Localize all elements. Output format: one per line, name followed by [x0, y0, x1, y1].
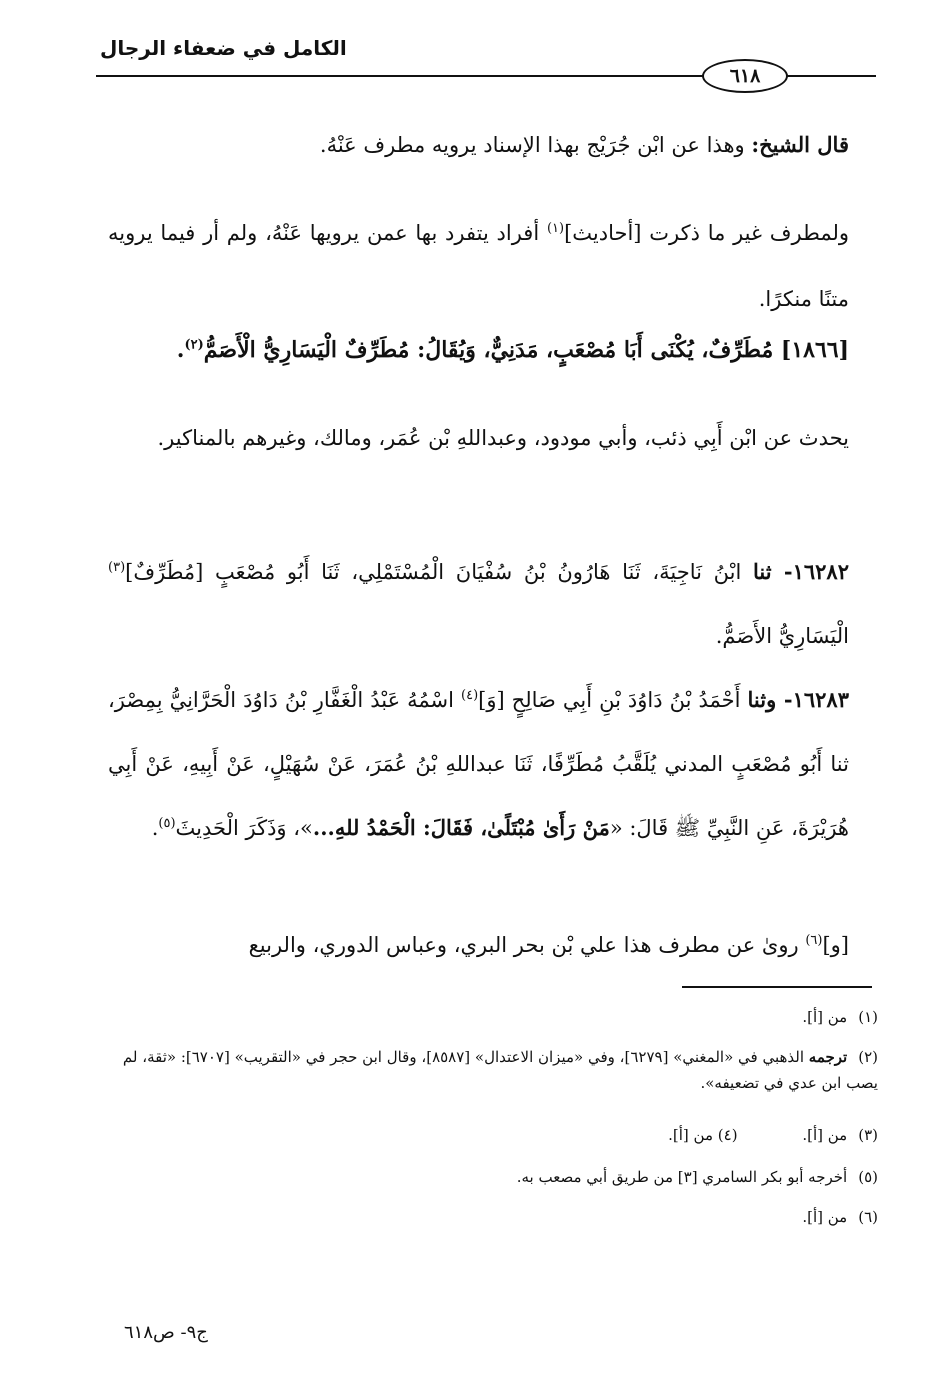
narration-label: وثنا	[747, 687, 784, 712]
footnote-ref-6[interactable]: (٦)	[805, 933, 823, 948]
footnote-text: من [أ].	[802, 1126, 848, 1144]
footnote-1	[108, 1004, 878, 1030]
hadith-16283-text-c: »، وَذَكَرَ الْحَدِيثَ	[175, 816, 313, 840]
hadith-16283-text-a: أَحْمَدُ بْنُ دَاوُدَ بْنِ أَبِي صَالِحٍ [وَ]	[478, 688, 748, 712]
paragraph-4-text: يحدث عن ابْن أَبِي ذئب، وأبي مودود، وعبداللهِ بْن عُمَر، ومالك، وغيرهم بالمناكير.	[157, 426, 849, 450]
footnote-text: أخرجه أبو بكر السامري [٣] من طريق أبي مصعب به.	[516, 1168, 848, 1186]
hadith-number: ١٦٢٨٣-	[783, 687, 849, 712]
paragraph-2-text-b: أفراد يتفرد بها عمن يرويها عَنْهُ، ولم أر فيما يرويه متنًا منكرًا.	[108, 221, 849, 311]
paragraph-2-text-a: ولمطرف غير ما ذكرت [أحاديث]	[564, 221, 850, 245]
entry-heading-text: [١٨٦٦] مُطَرِّفٌ، يُكْنَى أَبَا مُصْعَبٍ، مَدَنِيٌّ، وَيُقَالُ: مُطَرِّفٌ الْيَسَارِيُّ الْأَصَمُّ	[203, 337, 849, 363]
footnote-label: ترجمه	[808, 1048, 848, 1066]
paragraph-1-text: وهذا عن ابْن جُرَيْج بهذا الإسناد يرويه مطرف عَنْهُ.	[319, 133, 752, 157]
footnote-ref-2[interactable]: (٢)	[184, 337, 204, 353]
book-title: الكامل في ضعفاء الرجال	[100, 36, 347, 60]
hadith-16283-text-b: اسْمُهُ عَبْدُ الْغَفَّارِ بْنُ دَاوُدَ الْحَرَّانِيُّ بِمِصْرَ، ثنا أَبُو مُصْعَبٍ المدني يُلَقَّبُ مُطَرِّفًا، ثَنَا عبداللهِ بْنُ عُمَرَ، عَنْ سُهَيْلٍ، عَنْ أَبِيهِ، عَنْ أَبِي هُرَيْرَةَ، عَنِ النَّبِيِّ ﷺ قَالَ: «	[108, 688, 849, 840]
footnote-text: من [أ].	[802, 1008, 848, 1026]
footnote-ref-3[interactable]: (٣)	[108, 560, 126, 575]
footnote-number: (١)	[858, 1008, 878, 1026]
footnote-2	[108, 1044, 878, 1096]
footnote-ref-1[interactable]: (١)	[546, 221, 565, 236]
hadith-quote: مَنْ رَأَىٰ مُبْتَلًىٰ، فَقَالَ: الْحَمْدُ للهِ...	[312, 815, 610, 840]
footnote-ref-5[interactable]: (٥)	[158, 816, 176, 831]
paragraph-7-text-b: روىٰ عن مطرف هذا علي بْن بحر البري، وعباس الدوري، والربيع	[248, 933, 806, 957]
footnote-number: (٦)	[858, 1208, 878, 1226]
footnote-separator	[682, 986, 872, 988]
paragraph-7-text-a: [و]	[822, 933, 849, 957]
hadith-16282-text-a: ابْنُ نَاجِيَةَ، ثَنَا هَارُونُ بْنُ سُفْيَانَ الْمُسْتَمْلِي، ثَنَا أَبُو مُصْعَبٍ [مُطَرِّفٌ]	[125, 560, 753, 584]
footnote-3-4	[108, 1122, 878, 1148]
paragraph-1	[108, 130, 849, 160]
footnote-number: (٣)	[858, 1126, 878, 1144]
paragraph-4	[108, 405, 849, 471]
footnote-ref-4[interactable]: (٤)	[461, 688, 479, 703]
footnote-text: من [أ].	[668, 1126, 713, 1144]
hadith-16283	[108, 668, 849, 860]
footnote-number: (٢)	[858, 1048, 878, 1066]
entry-heading	[108, 335, 849, 365]
hadith-16282-text-b: الْيَسَارِيُّ الأَصَمُّ.	[715, 624, 849, 648]
paragraph-2	[108, 200, 849, 332]
footnote-6	[108, 1204, 878, 1230]
footnote-number: (٤)	[717, 1126, 738, 1144]
hadith-number: ١٦٢٨٢-	[783, 559, 849, 584]
speaker-label: قال الشيخ:	[751, 132, 849, 157]
hadith-16282	[108, 540, 849, 668]
footnote-5	[108, 1164, 878, 1190]
volume-page-reference: ج٩- ص٦١٨	[124, 1322, 208, 1343]
narration-label: ثنا	[752, 559, 784, 584]
footnote-4	[668, 1122, 737, 1148]
hadith-16283-end: .	[151, 816, 159, 840]
page-number-badge: ٦١٨	[702, 59, 788, 93]
entry-heading-end: .	[176, 337, 185, 363]
paragraph-7	[108, 930, 849, 960]
footnote-text: الذهبي في «المغني» [٦٢٧٩]، وفي «ميزان الاعتدال» [٨٥٨٧]، وقال ابن حجر في «التقريب» [٦٧٠٧]: «ثقة، لم يصب ابن عدي في تضعيفه».	[122, 1048, 878, 1092]
footnote-text: من [أ].	[802, 1208, 848, 1226]
footnote-number: (٥)	[858, 1168, 878, 1186]
